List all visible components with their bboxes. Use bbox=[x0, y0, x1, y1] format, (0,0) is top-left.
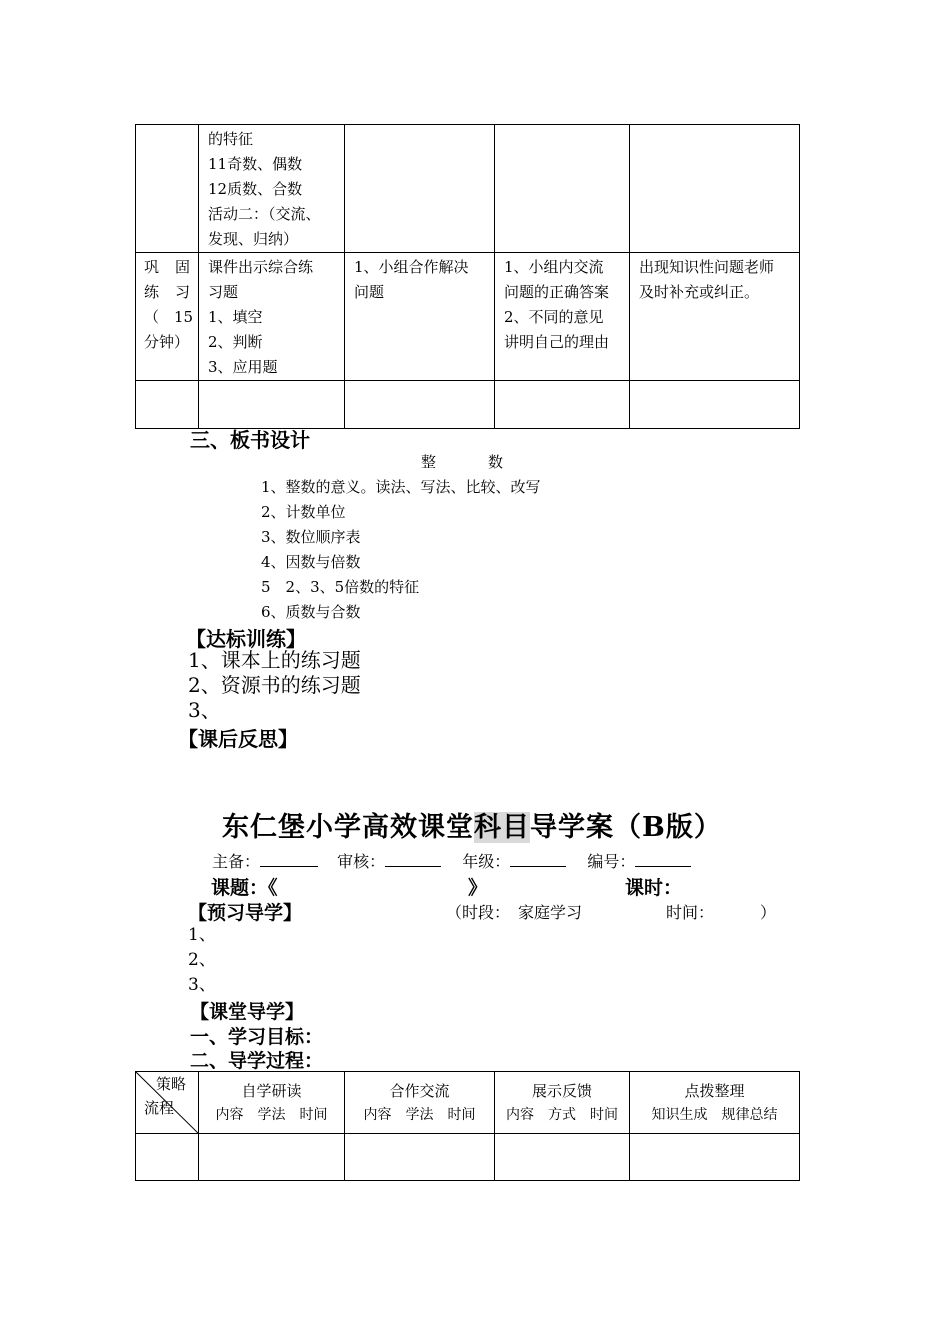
list-item: 5 2、3、5倍数的特征 bbox=[261, 578, 420, 596]
corner-top-label: 策略 bbox=[156, 1075, 187, 1093]
cell-line: 12质数、合数 bbox=[208, 180, 303, 198]
cell-line: 11奇数、偶数 bbox=[208, 155, 303, 173]
keti-label: 课题：《 bbox=[211, 877, 278, 899]
column-title: 展示反馈 bbox=[531, 1082, 592, 1100]
corner-bottom-label: 流程 bbox=[144, 1099, 175, 1117]
list-item: 2、资源书的练习题 bbox=[188, 673, 361, 697]
board-title-left: 整 bbox=[421, 453, 437, 471]
title-text: 东仁堡小学高效课堂 bbox=[222, 812, 474, 843]
bianhao-label: 编号： bbox=[587, 852, 636, 871]
cell-line: 1、小组合作解决 bbox=[354, 258, 469, 276]
table-cell bbox=[495, 1134, 630, 1181]
column-title: 自学研读 bbox=[241, 1082, 302, 1100]
title-highlight: 科目 bbox=[474, 812, 530, 843]
table-cell bbox=[345, 381, 495, 429]
cell-line: 讲明自己的理由 bbox=[504, 333, 610, 351]
board-items bbox=[261, 475, 541, 625]
reflection-heading: 【课后反思】 bbox=[178, 727, 298, 751]
list-item: 3、 bbox=[188, 975, 216, 995]
column-header bbox=[345, 1072, 495, 1134]
list-item: 1、 bbox=[188, 925, 216, 945]
cell-line: 及时补充或纠正。 bbox=[639, 283, 760, 301]
column-subtitle: 内容 方式 时间 bbox=[506, 1107, 618, 1123]
preview-period: （时段： 家庭学习 bbox=[446, 903, 583, 922]
cell-line: 2、不同的意见 bbox=[504, 308, 604, 326]
process-table bbox=[135, 1071, 800, 1181]
table-cell bbox=[630, 253, 800, 381]
title-text-suffix: 导学案（B版） bbox=[530, 812, 722, 843]
cell-line: 分钟） bbox=[144, 333, 190, 351]
cell-line: 的特征 bbox=[208, 130, 254, 148]
table-cell bbox=[495, 253, 630, 381]
shenhe-blank bbox=[385, 850, 441, 867]
table-cell bbox=[199, 125, 345, 253]
table-cell bbox=[345, 253, 495, 381]
training-heading: 【达标训练】 bbox=[186, 627, 306, 651]
cell-line: （ 15 bbox=[144, 308, 194, 326]
table-cell bbox=[495, 381, 630, 429]
board-heading: 三、板书设计 bbox=[190, 428, 310, 452]
page-title bbox=[222, 805, 722, 844]
zhubei-blank bbox=[260, 850, 318, 867]
cell-line: 习题 bbox=[208, 283, 239, 301]
cell-line: 课件出示综合练 bbox=[208, 258, 314, 276]
preview-heading: 【预习导学】 bbox=[188, 902, 303, 924]
table-cell bbox=[345, 125, 495, 253]
cell-line: 巩 固 bbox=[144, 258, 190, 276]
cell-line: 2、判断 bbox=[208, 333, 263, 351]
cell-line: 1、小组内交流 bbox=[504, 258, 604, 276]
cell-line: 练 习 bbox=[144, 283, 190, 301]
table-cell bbox=[136, 253, 199, 381]
table-row bbox=[136, 253, 800, 381]
table-cell bbox=[630, 381, 800, 429]
preview-close: ） bbox=[760, 903, 777, 922]
table-cell bbox=[495, 125, 630, 253]
table-cell bbox=[630, 125, 800, 253]
classroom-heading: 【课堂导学】 bbox=[190, 1001, 305, 1023]
table-cell bbox=[199, 381, 345, 429]
table-cell bbox=[136, 1134, 199, 1181]
table-row bbox=[136, 1134, 800, 1181]
cell-line: 问题的正确答案 bbox=[504, 283, 610, 301]
cell-line: 发现、归纳） bbox=[208, 230, 299, 248]
column-header bbox=[199, 1072, 345, 1134]
shenhe-label: 审核： bbox=[337, 852, 386, 871]
column-header bbox=[495, 1072, 630, 1134]
preview-items bbox=[188, 923, 216, 998]
column-title: 合作交流 bbox=[389, 1082, 450, 1100]
list-item: 1、整数的意义。读法、写法、比较、改写 bbox=[261, 478, 541, 496]
list-item: 2、 bbox=[188, 950, 216, 970]
column-title: 点拨整理 bbox=[684, 1082, 745, 1100]
zhubei-label: 主备： bbox=[212, 852, 261, 871]
column-subtitle: 知识生成 规律总结 bbox=[651, 1107, 778, 1123]
table-row bbox=[136, 381, 800, 429]
table-cell bbox=[199, 1134, 345, 1181]
table-cell bbox=[136, 125, 199, 253]
column-header bbox=[630, 1072, 800, 1134]
list-item: 3、 bbox=[188, 698, 221, 722]
table-cell bbox=[630, 1134, 800, 1181]
nianji-blank bbox=[510, 850, 566, 867]
list-item: 2、计数单位 bbox=[261, 503, 346, 521]
table-cell bbox=[136, 381, 199, 429]
nianji-label: 年级： bbox=[462, 852, 511, 871]
list-item: 3、数位顺序表 bbox=[261, 528, 361, 546]
keshi-label: 课时： bbox=[625, 877, 683, 899]
cell-line: 1、填空 bbox=[208, 308, 263, 326]
list-item: 1、课本上的练习题 bbox=[188, 648, 361, 672]
preview-time: 时间： bbox=[666, 903, 715, 922]
list-item: 4、因数与倍数 bbox=[261, 553, 361, 571]
goal-heading: 一、学习目标： bbox=[190, 1026, 324, 1048]
table-row bbox=[136, 125, 800, 253]
list-item: 6、质数与合数 bbox=[261, 603, 361, 621]
table-cell bbox=[345, 1134, 495, 1181]
table-cell bbox=[199, 253, 345, 381]
cell-line: 3、应用题 bbox=[208, 358, 278, 376]
cell-line: 出现知识性问题老师 bbox=[639, 258, 775, 276]
table-header-row bbox=[136, 1072, 800, 1134]
lesson-table bbox=[135, 124, 800, 429]
column-subtitle: 内容 学法 时间 bbox=[215, 1107, 328, 1123]
board-title-right: 数 bbox=[488, 453, 504, 471]
bianhao-blank bbox=[635, 850, 691, 867]
cell-line: 问题 bbox=[354, 283, 385, 301]
keti-close: 》 bbox=[468, 877, 488, 899]
training-items bbox=[188, 648, 361, 723]
cell-line: 活动二：（交流、 bbox=[208, 205, 321, 223]
corner-cell bbox=[136, 1072, 199, 1134]
meta-line bbox=[212, 849, 691, 872]
column-subtitle: 内容 学法 时间 bbox=[363, 1107, 476, 1123]
process-heading: 二、导学过程： bbox=[190, 1050, 324, 1072]
